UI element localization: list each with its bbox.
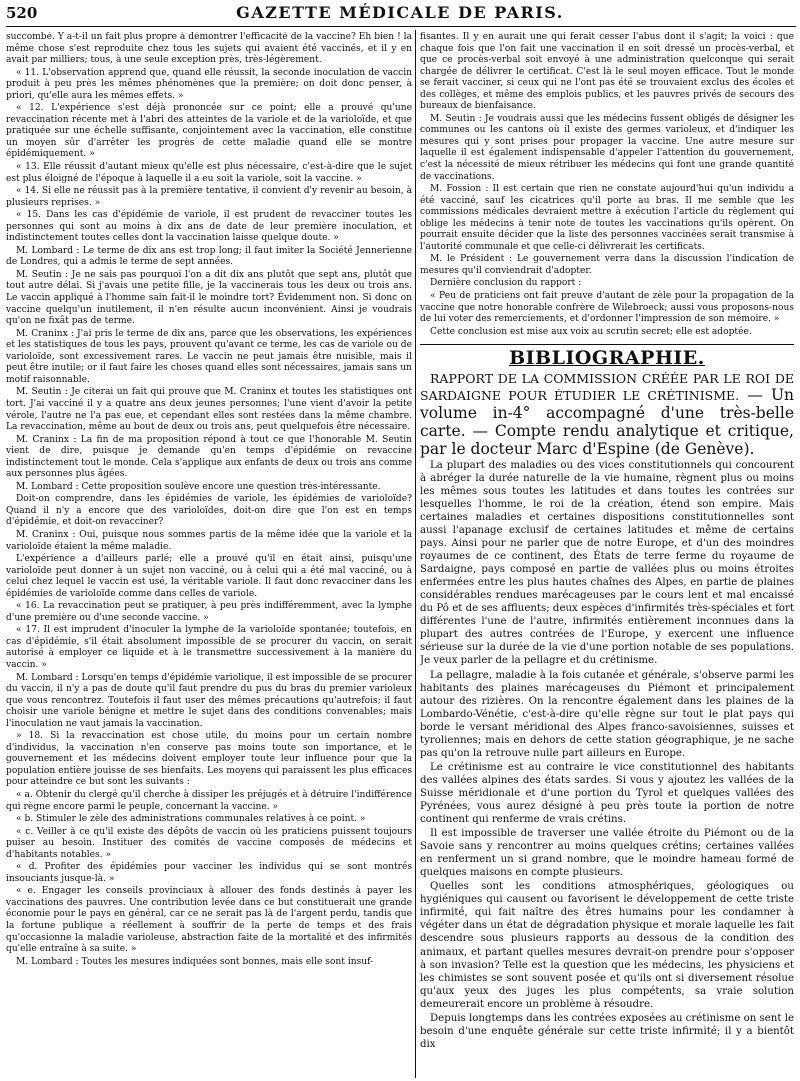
journal-title: GAZETTE MÉDICALE DE PARIS.	[236, 3, 564, 22]
paragraph: Cette conclusion est mise aux voix au scrutin secret; elle est adoptée.	[430, 326, 752, 337]
paragraph: » 18. Si la revaccination est chose utile, du moins pour un certain nombre d'individus, la vaccination n'en conserve pas moins toute son importance, et le gouvernement et les médecins doivent employer toute leur influence pour que la population entière jouisse de ses bienfaits. Les moyens qui paraissent les plus efficaces pour atteindre ce but sont les suivants :	[6, 731, 412, 788]
paragraph: La pellagre, maladie à la fois cutanée et générale, s'observe parmi les habitants des plaines marécageuses du Piémont et principalement autour des rizières. On la rencontre également dans les plaines de la Lombardo-Vénétie, c'est-à-dire qu'elle règne sur tout le plat pays qui borde le versant méridional des Alpes franco-savoisiennes, suisses et tyroliennes; mais en dehors de cette station géographique, je ne sache pas qu'on la retrouve nulle part ailleurs en Europe.	[420, 669, 794, 759]
paragraph: M. Fossion : Il est certain que rien ne constate aujourd'hui qu'un individu a été vacciné, sauf les cicatrices qu'il porte au bras. Il me semble que les commissions médicales devraient mettre à exécution l'article du règlement qui oblige les médecins à tenir note de toutes les vaccinations qu'ils opèrent. On pourrait ensuite décider que la liste des personnes vaccinées serait transmise à l'autorité communale et que celle-ci délivrerait les certificats.	[420, 184, 794, 252]
paragraph: M. Lombard : Le terme de dix ans est trop long; il faut imiter la Société Jennerienne de Londres, qui a admis le terme de sept années.	[6, 245, 412, 268]
column-separator	[415, 30, 416, 1078]
paragraph: L'expérience a d'ailleurs parlé; elle a prouvé qu'il en était ainsi, puisqu'une varioloïde peut donner à un sujet non vacciné, ou à celui qui a été mal vacciné, ou à celui chez lequel le vaccin est usé, la véritable variole. Il faut donc revacciner dans les épidémies de varioloïde comme dans celles de variole.	[6, 554, 412, 599]
paragraph: Depuis longtemps dans les contrées exposées au crétinisme on sent le besoin d'une enquête générale sur cette triste infirmité; il y a bientôt dix	[420, 1012, 794, 1050]
paragraph: « c. Veiller à ce qu'il existe des dépôts de vaccin où les praticiens puissent toujours puiser au besoin. Instituer des comités de vaccine composés de médecins et d'habitants notables. »	[6, 826, 412, 860]
page-number: 520	[6, 4, 38, 22]
section-rule	[420, 344, 794, 345]
paragraph: M. Seutin : Je citerai un fait qui prouve que M. Craninx et toutes les statistiques ont tort. J'ai vacciné il y a quatre ans deux jeunes personnes; l'une vient d'avoir la petite vérole, l'autre ne l'a pas eue, et cependant elles sont restées dans la même chambre. La revaccination, même au bout de deux ou trois ans, peut quelquefois être nécessaire.	[6, 387, 412, 433]
paragraph: « 11. L'observation apprend que, quand elle réussit, la seconde inoculation de vaccin produit à peu près les mêmes phénomènes que la première; on doit donc penser, à priori, qu'elle aura les mêmes effets. »	[6, 67, 412, 101]
paragraph: Le crétinisme est au contraire le vice constitutionnel des habitants des vallées alpines des états sardes. Si vous y ajoutez les vallées de la Suisse méridionale et d'une portion du Tyrol et quelques vallées des Pyrénées, vous aurez désigné à peu près toute la portion de notre continent qui renferme de vrais crétins.	[420, 761, 794, 826]
paragraph: « 16. La revaccination peut se pratiquer, à peu près indifféremment, avec la lymphe d'une première ou d'une seconde vaccine. »	[6, 601, 412, 623]
paragraph: succombé. Y a-t-il un fait plus propre à démontrer l'efficacité de la vaccine? Eh bien ! la même chose s'est reproduite chez tous les sujets qui avaient été vaccinés, et il y en avait par milliers; tous, à une seule exception près, très-légèrement.	[6, 32, 412, 66]
paragraph: « 13. Elle réussit d'autant mieux qu'elle est plus nécessaire, c'est-à-dire que le sujet est plus éloigné de l'époque à laquelle il a eu soit la variole, soit la vaccine. »	[6, 162, 412, 184]
paragraph: M. Craninx : La fin de ma proposition répond à tout ce que l'honorable M. Seutin vient de dire, puisque je demande qu'en temps d'épidémie on revaccine indistinctement tout le monde. Cela s'applique aux enfants de deux ou trois ans comme aux personnes plus âgées.	[6, 434, 412, 480]
right-column	[420, 32, 794, 1076]
paragraph: « a. Obtenir du clergé qu'il cherche à dissiper les préjugés et à détruire l'indifférence qui règne encore parmi le peuple, concernant la vaccine. »	[6, 790, 412, 812]
paragraph: « Peu de praticiens ont fait preuve d'autant de zèle pour la propagation de la vaccine que notre honorable confrère de Wilebroeck; aussi vous proposons-nous de lui voter des remerciements, et d'ordonner l'impression de son mémoire. »	[420, 291, 794, 325]
book-reference	[420, 371, 794, 458]
paragraph: Quelles sont les conditions atmosphériques, géologiques ou hygiéniques qui causent ou favorisent le développement de cette triste infirmité, qui fait naître des êtres humains pour les condamner à végéter dans un état de dégradation physique et morale laquelle les fait descendre sous plusieurs rapports au dessous de la condition des animaux, et partant quelles mesures devrait-on prendre pour s'opposer à son invasion? Telle est la question que les médecins, les physiciens et les chimistes se sont souvent posée et qu'ils ont si diversement résolue qu'aux yeux des juges les plus compétents, sa vraie solution demeurerait encore un problème à résoudre.	[420, 881, 794, 1010]
section-title: BIBLIOGRAPHIE.	[509, 347, 705, 370]
paragraph: M. Craninx : Oui, puisque nous sommes partis de la même idée que la variole et la varioloïde étaient la même maladie.	[6, 529, 412, 552]
header-rule	[6, 26, 796, 27]
paragraph: M. Seutin : Je voudrais aussi que les médecins fussent obligés de désigner les communes ou les cantons où il existe des germes varioleux, et d'indiquer les mesures qui y sont prises pour propager la vaccine. Une autre mesure sur laquelle il est également indispensable d'appeler l'attention du gouvernement, c'est la nécessité de mieux rétribuer les médecins qui font une grande quantité de vaccinations.	[420, 113, 794, 182]
left-column	[6, 32, 412, 1076]
paragraph: « d. Profiter des épidémies pour vacciner les individus qui se sont montrés insouciants jusque-là. »	[6, 862, 412, 884]
paragraph: Dernière conclusion du rapport :	[430, 278, 582, 289]
paragraph: M. Craninx : J'ai pris le terme de dix ans, parce que les observations, les expériences et les statistiques de tous les pays, prouvent qu'avant ce terme, les cas de variole ou de varioloïde, sont excessivement rares. Le vaccin ne peut jamais être nuisible, mais il peut être inutile; or il faut faire les choses quand elles sont nécessaires, jamais sans un motif raisonnable.	[6, 328, 412, 385]
paragraph: M. Lombard : Cette proposition soulève encore une question très-intéressante.	[16, 481, 381, 492]
paragraph: La plupart des maladies ou des vices constitutionnels qui concourent à abréger la durée naturelle de la vie humaine, règnent plus ou moins les mêmes sous toutes les latitudes et dans toutes les contrées sur lesquelles l'homme, le roi de la création, étend son empire. Mais certaines maladies et certaines dispositions constitutionnelles sont aussi l'apanage exclusif de certaines latitudes et même de certains pays. Ainsi pour ne parler que de notre Europe, et d'un des moindres royaumes de ce continent, des États de terre ferme du royaume de Sardaigne, pays composé en partie de vallées plus ou moins étroites enfermées entre les plus hautes chaînes des Alpes, en partie de plaines considérables rendues marécageuses par le cours lent et mal encaissé du Pô et de ses affluents; deux espèces d'infirmités très-spéciales et fort différentes l'une de l'autre, infirmités entièrement inconnues dans la plupart des autres contrées de l'Europe, y exercent une influence sérieuse sur la durée de la vie d'une portion notable de ses populations. Je veux parler de la pellagre et du crétinisme.	[420, 459, 794, 667]
paragraph: « e. Engager les conseils provinciaux à allouer des fonds destinés à payer les vaccinations des pauvres. Une contribution levée dans ce but constituerait une grande économie pour le pays en général, car ce ne serait pas là de l'argent perdu, tandis que la fortune publique a réellement à souffrir de la perte de temps et des frais qu'occasionne la maladie varioleuse, abstraction faite de la mortalité et des infirmités qu'elle entraîne à sa suite. »	[6, 886, 412, 955]
paragraph: M. Lombard : Lorsqu'en temps d'épidémie variolique, il est impossible de se procurer du vaccin, il n'y a pas de doute qu'il faut prendre du pus du bras du premier varioleux que vous rencontrez. Toutefois il faut user des mêmes précautions qu'autrefois; il faut choisir une variole bénigne et mettre le sujet dans des conditions convenables; mais l'inoculation ne vaut jamais la vaccination.	[6, 672, 412, 729]
paragraph: M. Lombard : Toutes les mesures indiquées sont bonnes, mais elle sont insuf-	[16, 956, 374, 967]
review-body	[420, 459, 794, 1051]
paragraph: « 14. Si elle ne réussit pas à la première tentative, il convient d'y revenir au besoin, à plusieurs reprises. »	[6, 186, 412, 208]
paragraph: M. le Président : Le gouvernement verra dans la discussion l'indication de mesures qu'il conviendrait d'adopter.	[420, 254, 794, 276]
paragraph: Doit-on comprendre, dans les épidémies de variole, les épidémies de varioloïde? Quand il n'y a encore que des varioloïdes, doit-on dire que l'on est en temps d'épidémie, et doit-on revacciner?	[6, 494, 412, 528]
paragraph: « b. Stimuler le zèle des administrations communales relatives à ce point. »	[16, 814, 366, 825]
paragraph: « 12. L'expérience s'est déjà prononcée sur ce point; elle a prouvé qu'une revaccination récente met à l'abri des atteintes de la variole et de la varioloïde, et que pratiquée sur une échelle suffisante, conjointement avec la vaccination, elle constitue un moyen sûr d'arrêter les progrès de cette maladie quand elle se montre épidémiquement. »	[6, 103, 412, 160]
book-title: RAPPORT DE LA COMMISSION CRÉÉE PAR LE ROI DE SARDAIGNE POUR ÉTUDIER LE CRÉTINISME.	[420, 370, 794, 403]
page-header	[0, 0, 800, 26]
paragraph: « 15. Dans les cas d'épidémie de variole, il est prudent de revacciner toutes les personnes qui sont au moins à dix ans de date de leur première inoculation, et indistinctement toutes celles dont la vaccination laisse quelque doute. »	[6, 210, 412, 244]
paragraph: « 17. Il est imprudent d'inoculer la lymphe de la varioloïde spontanée; toutefois, en cas d'épidémie, s'il était absolument impossible de se procurer du vaccin, on serait autorisé à employer ce liquide et à le transmettre successivement à la manière du vaccin. »	[6, 625, 412, 670]
book-description: — Un volume in-4° accompagné d'une très-belle carte. — Compte rendu analytique et critique, par le docteur Marc d'Espine (de Genève).	[420, 385, 794, 458]
paragraph: Il est impossible de traverser une vallée étroite du Piémont ou de la Savoie sans y rencontrer au moins quelques crétins; certaines vallées en renferment un si grand nombre, que le moindre hameau formé de quelques maisons en compte plusieurs.	[420, 828, 794, 879]
paragraph: fisantes. Il y en aurait une qui ferait cesser l'abus dont il s'agit; la voici : que chaque fois que l'on fait une vaccination il en soit dressé un procès-verbal, et que ce procès-verbal soit envoyé à une administration quelconque qui serait chargée de délivrer le certificat. C'est là le seul moyen efficace. Tout le monde se ferait vacciner, si ceux qui ne l'ont pas été se trouvaient exclus des écoles et des collèges, et même des emplois publics, et les pauvres privés de secours des bureaux de bienfaisance.	[420, 32, 794, 112]
paragraph: M. Seutin : Je ne sais pas pourquoi l'on a dit dix ans plutôt que sept ans, plutôt que tout autre délai. Si j'avais une petite fille, je la vaccinerais tous les deux ou trois ans. Le vaccin appliqué à l'homme sain fait-il le moindre tort? Évidemment non. Si donc on vaccine quelqu'un inutilement, il n'en résulte aucun inconvénient. Ainsi je voudrais qu'on ne fixât pas de terme.	[6, 269, 412, 327]
